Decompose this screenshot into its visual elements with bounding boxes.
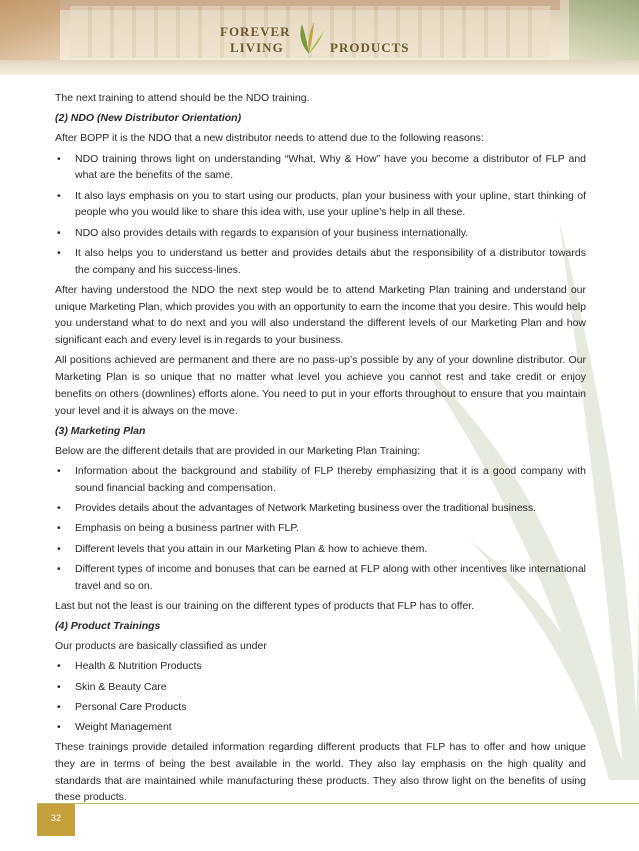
- bullet-icon: •: [57, 465, 61, 478]
- ndo-paragraph-2: All positions achieved are permanent and there are no pass-up’s possible by any of your downline distributor. Our Marketing Plan is so unique that no matter what level you achieve you cannot rest and take credit or enjoy benefits on others (downlines) efforts alone. You need to put in your efforts throughout to ensure that you maintain your level and it is always on the move.: [55, 354, 586, 417]
- list-item-text: Weight Management: [75, 720, 172, 733]
- list-item: [55, 245, 586, 279]
- bullet-icon: •: [57, 680, 61, 693]
- product-trainings-closing: These trainings provide detailed information regarding different products that FLP has to offer and how unique they are in terms of being the best available in the world. They also lay emphasis on the high quality and standards that are maintained while manufacturing these products. They also throw light on the benefits of using these products.: [55, 741, 586, 804]
- list-item-text: Provides details about the advantages of Network Marketing business over the traditional business.: [75, 502, 537, 515]
- list-item-text: Information about the background and stability of FLP thereby emphasizing that it is a good company with sound financial backing and compensation.: [75, 465, 586, 495]
- document-body: [55, 90, 586, 810]
- list-item-text: Different types of income and bonuses that can be earned at FLP along with other incentives like international travel and so on.: [75, 562, 586, 592]
- list-item: [55, 658, 586, 675]
- aloe-leaf-logo-icon: [292, 20, 326, 56]
- bullet-icon: •: [57, 522, 61, 535]
- list-item: [55, 463, 586, 497]
- list-item-text: NDO training throws light on understanding “What, Why & How” have you become a distributor of FLP and what are the benefits of the same.: [75, 152, 586, 182]
- logo-text-products: PRODUCTS: [330, 40, 410, 55]
- list-item-text: Different levels that you attain in our Marketing Plan & how to achieve them.: [75, 542, 428, 555]
- list-item: [55, 520, 586, 537]
- list-item: [55, 699, 586, 716]
- bullet-icon: •: [57, 700, 61, 713]
- logo-text-living: LIVING: [230, 40, 284, 55]
- bullet-icon: •: [57, 542, 61, 555]
- forever-living-logo: [210, 22, 440, 62]
- marketing-plan-lead: Below are the different details that are provided in our Marketing Plan Training:: [55, 445, 421, 458]
- intro-paragraph: The next training to attend should be the NDO training.: [55, 92, 310, 104]
- list-item: [55, 561, 586, 595]
- logo-text-forever: FOREVER: [220, 24, 291, 39]
- marketing-plan-closing: Last but not the least is our training on the different types of products that FLP has to offer.: [55, 599, 475, 612]
- product-categories-list: [55, 658, 586, 735]
- list-item-text: Skin & Beauty Care: [75, 680, 167, 693]
- list-item: [55, 225, 586, 242]
- marketing-plan-heading: (3) Marketing Plan: [55, 424, 146, 437]
- ndo-paragraph-1: After having understood the NDO the next step would be to attend Marketing Plan training and understand our unique Marketing Plan, which provides you with an opportunity to earn the income that you desire. This would help you understand what to do next and you will also understand the different levels of our Marketing Plan and how significant each and every level is in regards to your business.: [55, 283, 586, 347]
- bullet-icon: •: [57, 152, 61, 165]
- bullet-icon: •: [57, 246, 61, 259]
- list-item: [55, 151, 586, 185]
- list-item-text: It also lays emphasis on you to start using our products, plan your business with your upline, start thinking of people who you would like to share this idea with, use your upline’s help in all these.: [75, 189, 586, 219]
- ndo-lead-paragraph: After BOPP it is the NDO that a new distributor needs to attend due to the following reasons:: [55, 132, 484, 145]
- bullet-icon: •: [57, 562, 61, 575]
- list-item-text: Emphasis on being a business partner with FLP.: [75, 522, 299, 535]
- bullet-icon: •: [57, 226, 61, 239]
- product-trainings-lead: Our products are basically classified as under: [55, 640, 267, 653]
- footer-divider: [37, 803, 639, 804]
- bullet-icon: •: [57, 502, 61, 515]
- list-item-text: Personal Care Products: [75, 700, 187, 713]
- bullet-icon: •: [57, 720, 61, 733]
- page-header-banner: [0, 0, 639, 75]
- list-item: [55, 679, 586, 696]
- list-item-text: It also helps you to understand us better and provides details abut the responsibility of a distributor towards the company and his success-lines.: [75, 246, 586, 276]
- ndo-heading: (2) NDO (New Distributor Orientation): [55, 112, 242, 125]
- ndo-bullet-list: [55, 151, 586, 279]
- marketing-plan-bullet-list: [55, 463, 586, 594]
- product-trainings-heading: (4) Product Trainings: [55, 619, 161, 632]
- list-item: [55, 541, 586, 558]
- list-item: [55, 500, 586, 517]
- list-item: [55, 719, 586, 736]
- list-item: [55, 188, 586, 222]
- bullet-icon: •: [57, 660, 61, 673]
- bullet-icon: •: [57, 189, 61, 202]
- list-item-text: Health & Nutrition Products: [75, 660, 202, 673]
- page-number: 32: [50, 813, 61, 823]
- list-item-text: NDO also provides details with regards to expansion of your business internationally.: [75, 226, 469, 239]
- header-band: [0, 60, 639, 75]
